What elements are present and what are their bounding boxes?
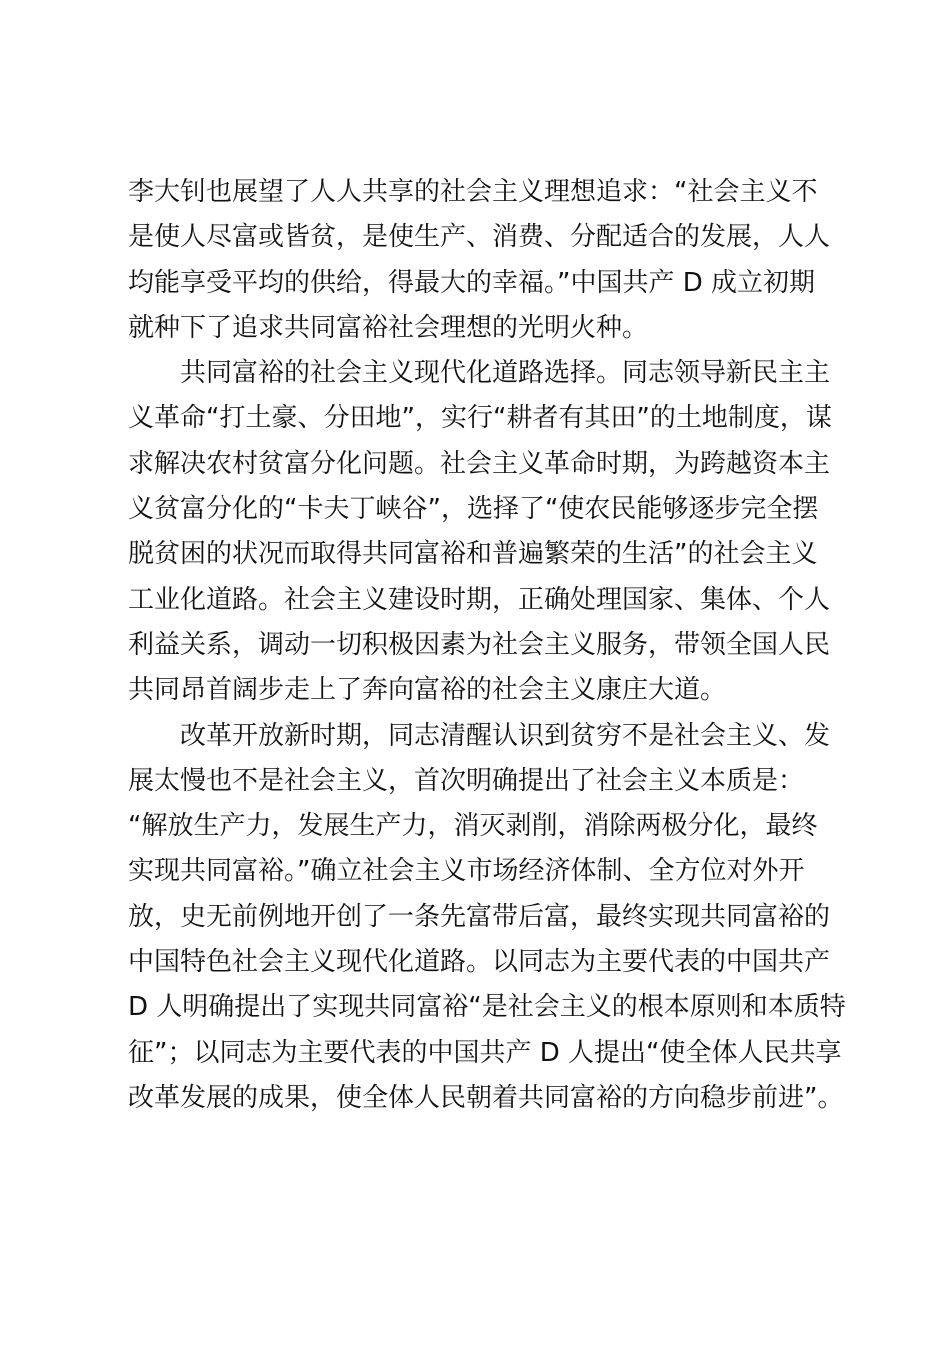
text-line: 脱贫困的状况而取得共同富裕和普遍繁荣的生活”的社会主义 — [128, 539, 818, 570]
document-body — [128, 170, 846, 1121]
paragraph-1 — [128, 170, 840, 351]
text-line: 义贫富分化的“卡夫丁峡谷”，选择了“使农民能够逐步完全摆 — [128, 494, 819, 525]
text-line: 中国特色社会主义现代化道路。以同志为主要代表的中国共产 — [128, 947, 831, 978]
paragraph-2 — [128, 351, 840, 713]
text-line: 放，史无前例地开创了一条先富带后富，最终实现共同富裕的 — [128, 901, 831, 932]
text-line: 共同富裕的社会主义现代化道路选择。同志领导新民主主 — [180, 358, 831, 389]
text-line: 李大钊也展望了人人共享的社会主义理想追求：“社会主义不 — [128, 177, 818, 207]
text-line: 展太慢也不是社会主义，首次明确提出了社会主义本质是： — [128, 765, 805, 796]
paragraph-3 — [128, 714, 846, 1122]
text-line: 义革命“打土豪、分田地”，实行“耕者有其田”的土地制度，谋 — [128, 403, 832, 434]
text-line: 就种下了追求共同富裕社会理想的光明火种。 — [128, 312, 649, 343]
text-line: D 人明确提出了实现共同富裕“是社会主义的根本原则和本质特 — [128, 992, 846, 1023]
text-line: 利益关系，调动一切积极因素为社会主义服务，带领全国人民 — [128, 629, 831, 660]
text-line: 工业化道路。社会主义建设时期，正确处理国家、集体、个人 — [128, 584, 831, 615]
text-line: 改革开放新时期，同志清醒认识到贫穷不是社会主义、发 — [180, 720, 831, 751]
text-line: 共同昂首阔步走上了奔向富裕的社会主义康庄大道。 — [128, 675, 727, 706]
text-line: 征”；以同志为主要代表的中国共产 D 人提出“使全体人民共享 — [128, 1037, 842, 1068]
text-line: 改革发展的成果，使全体人民朝着共同富裕的方向稳步前进”。 — [128, 1082, 844, 1113]
text-line: 求解决农村贫富分化问题。社会主义革命时期，为跨越资本主 — [128, 448, 831, 479]
text-line: 实现共同富裕。”确立社会主义市场经济体制、全方位对外开 — [128, 856, 805, 887]
text-line: 是使人尽富或皆贫，是使生产、消费、分配适合的发展，人人 — [128, 222, 831, 253]
text-line: “解放生产力，发展生产力，消灭剥削，消除两极分化，最终 — [128, 811, 818, 842]
text-line: 均能享受平均的供给，得最大的幸福。”中国共产 D 成立初期 — [128, 267, 816, 298]
